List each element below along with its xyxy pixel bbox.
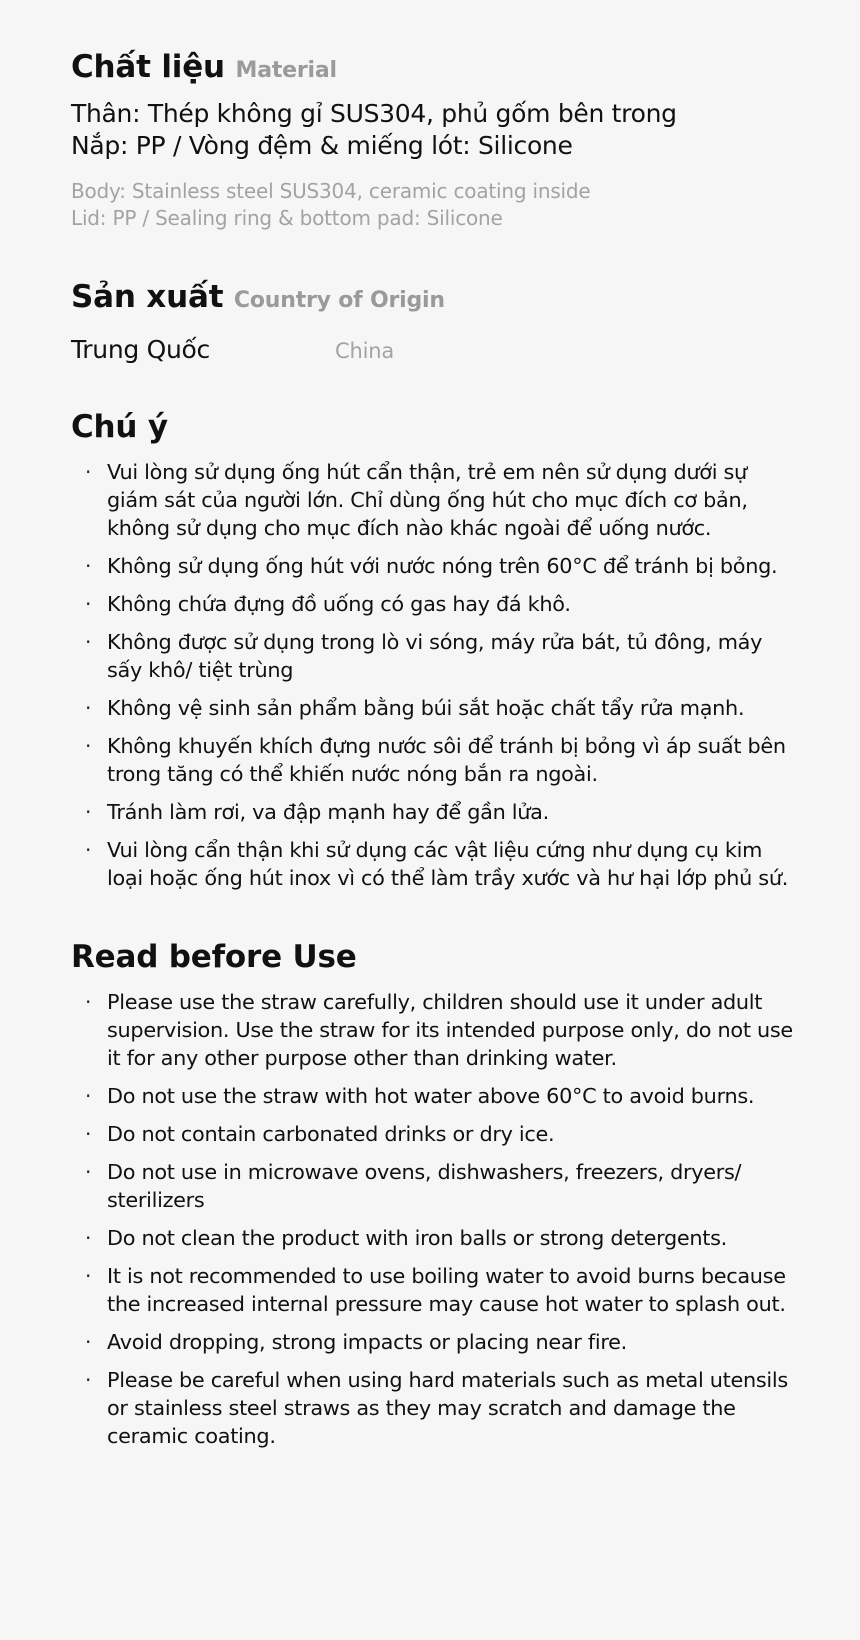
read-before-use-section	[71, 936, 801, 1450]
bullet-icon: ·	[85, 1160, 92, 1184]
bullet-icon: ·	[85, 1264, 92, 1288]
caution-section	[71, 406, 801, 892]
caution-heading: Chú ý	[71, 409, 168, 445]
material-heading	[71, 46, 801, 92]
material-vi-line: Nắp: PP / Vòng đệm & miếng lót: Silicone	[71, 131, 573, 160]
bullet-icon: ·	[85, 734, 92, 758]
read-before-use-list	[71, 988, 801, 1450]
read-before-use-item: · Please be careful when using hard materials such as metal utensils or stainless steel straws as they may scratch and damage the ceramic coating.	[85, 1368, 788, 1448]
caution-item: · Không sử dụng ống hút với nước nóng trên 60°C để tránh bị bỏng.	[85, 554, 778, 578]
origin-row	[71, 330, 801, 370]
read-before-use-item: · It is not recommended to use boiling water to avoid burns because the increased internal pressure may cause hot water to splash out.	[85, 1264, 786, 1316]
origin-subtitle: Country of Origin	[233, 288, 445, 313]
material-en-line: Lid: PP / Sealing ring & bottom pad: Silicone	[71, 206, 503, 230]
caution-item: · Không vệ sinh sản phẩm bằng búi sắt hoặc chất tẩy rửa mạnh.	[85, 696, 745, 720]
material-en-line: Body: Stainless steel SUS304, ceramic coating inside	[71, 179, 591, 203]
bullet-icon: ·	[85, 696, 92, 720]
bullet-icon: ·	[85, 1084, 92, 1108]
caution-item: · Không chứa đựng đồ uống có gas hay đá khô.	[85, 592, 571, 616]
material-subtitle: Material	[235, 58, 337, 83]
caution-item: · Vui lòng cẩn thận khi sử dụng các vật liệu cứng như dụng cụ kim loại hoặc ống hút inox vì có thể làm trầy xước và hư hại lớp phủ sứ.	[85, 838, 789, 890]
bullet-icon: ·	[85, 1330, 92, 1354]
bullet-icon: ·	[85, 838, 92, 862]
material-section	[71, 46, 801, 232]
material-en-text	[71, 178, 801, 232]
bullet-icon: ·	[85, 800, 92, 824]
bullet-icon: ·	[85, 630, 92, 654]
read-before-use-item: · Do not use in microwave ovens, dishwashers, freezers, dryers/ sterilizers	[85, 1160, 742, 1212]
bullet-icon: ·	[85, 990, 92, 1014]
caution-item: · Không được sử dụng trong lò vi sóng, máy rửa bát, tủ đông, máy sấy khô/ tiệt trùng	[85, 630, 763, 682]
origin-title: Sản xuất	[71, 279, 224, 315]
caution-item: · Tránh làm rơi, va đập mạnh hay để gần lửa.	[85, 800, 549, 824]
origin-heading	[71, 276, 801, 322]
caution-item: · Vui lòng sử dụng ống hút cẩn thận, trẻ em nên sử dụng dưới sự giám sát của người lớn. Chỉ dùng ống hút cho mục đích cơ bản, không sử dụng cho mục đích nào khác ngoài để uống nước.	[85, 460, 748, 540]
read-before-use-item: · Do not contain carbonated drinks or dry ice.	[85, 1122, 555, 1146]
bullet-icon: ·	[85, 1368, 92, 1392]
bullet-icon: ·	[85, 554, 92, 578]
material-title: Chất liệu	[71, 49, 225, 85]
origin-en-value: China	[335, 339, 394, 363]
material-vi-line: Thân: Thép không gỉ SUS304, phủ gốm bên trong	[71, 99, 677, 128]
material-vi-text	[71, 98, 801, 162]
read-before-use-heading: Read before Use	[71, 939, 357, 975]
read-before-use-item: · Avoid dropping, strong impacts or placing near fire.	[85, 1330, 627, 1354]
read-before-use-item: · Do not use the straw with hot water above 60°C to avoid burns.	[85, 1084, 755, 1108]
caution-item: · Không khuyến khích đựng nước sôi để tránh bị bỏng vì áp suất bên trong tăng có thể khiến nước nóng bắn ra ngoài.	[85, 734, 786, 786]
product-info-page	[71, 46, 801, 1460]
caution-list	[71, 458, 801, 892]
read-before-use-item: · Do not clean the product with iron balls or strong detergents.	[85, 1226, 727, 1250]
origin-section	[71, 276, 801, 370]
origin-vi-value: Trung Quốc	[71, 335, 210, 364]
bullet-icon: ·	[85, 1226, 92, 1250]
bullet-icon: ·	[85, 592, 92, 616]
read-before-use-item: · Please use the straw carefully, children should use it under adult supervision. Use the straw for its intended purpose only, do not use it for any other purpose other than drinking water.	[85, 990, 793, 1070]
bullet-icon: ·	[85, 460, 92, 484]
bullet-icon: ·	[85, 1122, 92, 1146]
